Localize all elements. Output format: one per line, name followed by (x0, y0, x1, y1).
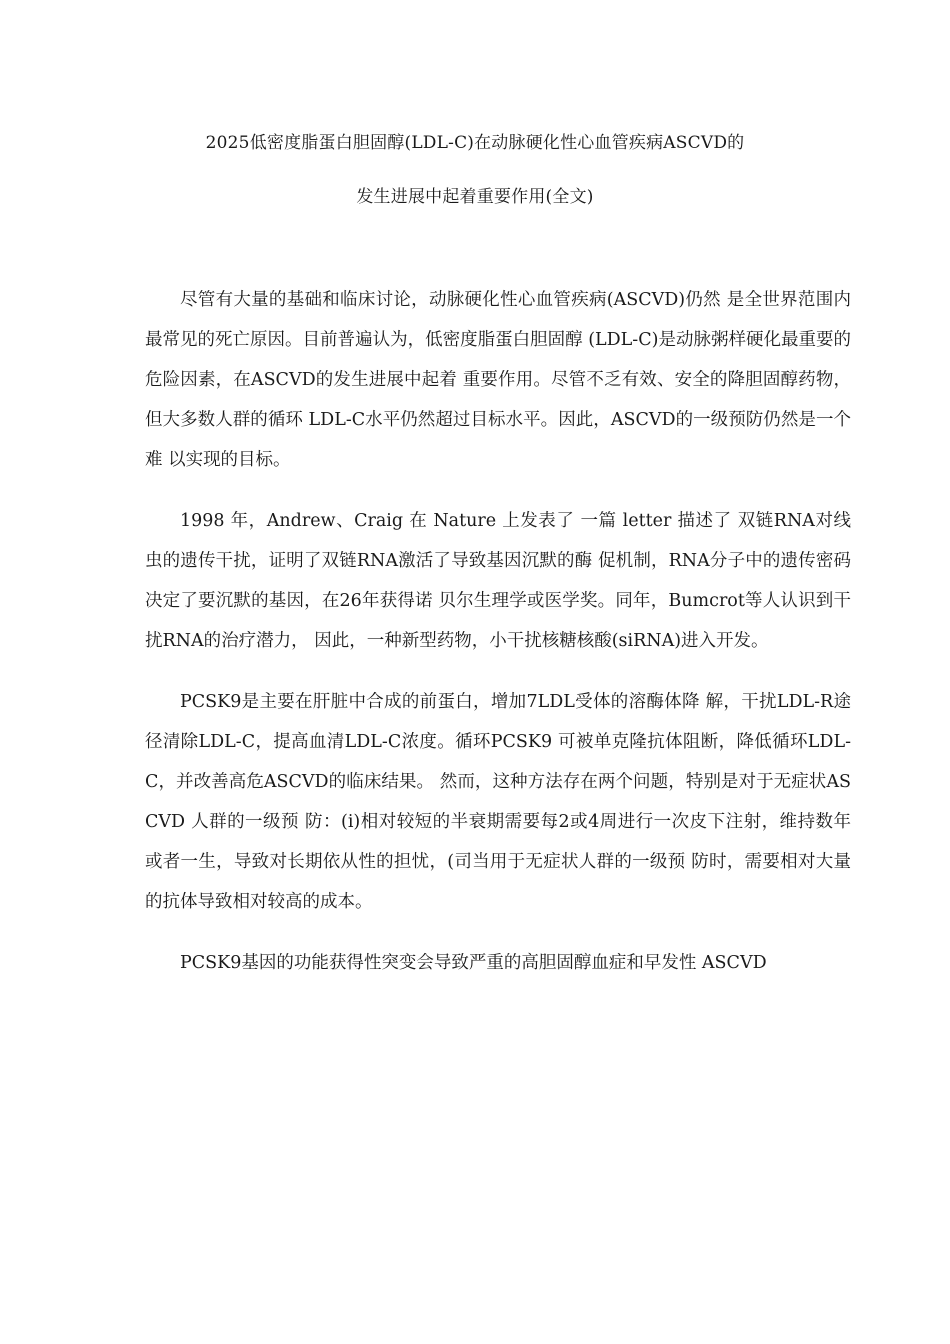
paragraph-4: PCSK9基因的功能获得性突变会导致严重的高胆固醇血症和早发性 ASCVD (180, 953, 767, 973)
title-line-1: 2025低密度脂蛋白胆固醇(LDL-C)在动脉硬化性心血管疾病ASCVD的 (205, 133, 745, 153)
paragraph-1: 尽管有大量的基础和临床讨论，动脉硬化性心血管疾病(ASCVD)仍然 是全世界范围内最常见的死亡原因。目前普遍认为，低密度脂蛋白胆固醇 (LDL-C)是动脉粥样硬化最重要的危险因素，在ASCVD的发生进展中起着 重要作用。尽管不乏有效、安全的降胆固醇药物，但大多数人群的循环 LDL-C水平仍然超过目标水平。因此，ASCVD的一级预防仍然是一个难 以实现的目标。 (145, 290, 851, 470)
title-line-2: 发生进展中起着重要作用(全文) (356, 187, 594, 207)
document-body (145, 280, 851, 1004)
paragraph-3: PCSK9是主要在肝脏中合成的前蛋白，增加7LDL受体的溶酶体降 解，干扰LDL-R途径清除LDL-C，提高血清LDL-C浓度。循环PCSK9 可被单克隆抗体阻断，降低循环LDL-C，并改善高危ASCVD的临床结果。 然而，这种方法存在两个问题，特别是对于无症状ASCVD 人群的一级预 防：(i)相对较短的半衰期需要每2或4周进行一次皮下注射，维持数年 或者一生，导致对长期依从性的担忧，(司当用于无症状人群的一级预 防时，需要相对大量的抗体导致相对较高的成本。 (145, 692, 851, 912)
document-title (120, 116, 830, 224)
paragraph-2: 1998 年，Andrew、Craig 在 Nature 上发表了 一篇 letter 描述了 双链RNA对线虫的遗传干扰，证明了双链RNA激活了导致基因沉默的酶 促机制，RNA分子中的遗传密码决定了要沉默的基因，在26年获得诺 贝尔生理学或医学奖。同年，Bumcrot等人认识到干扰RNA的治疗潜力， 因此，一种新型药物，小干扰核糖核酸(siRNA)进入开发。 (145, 511, 851, 651)
